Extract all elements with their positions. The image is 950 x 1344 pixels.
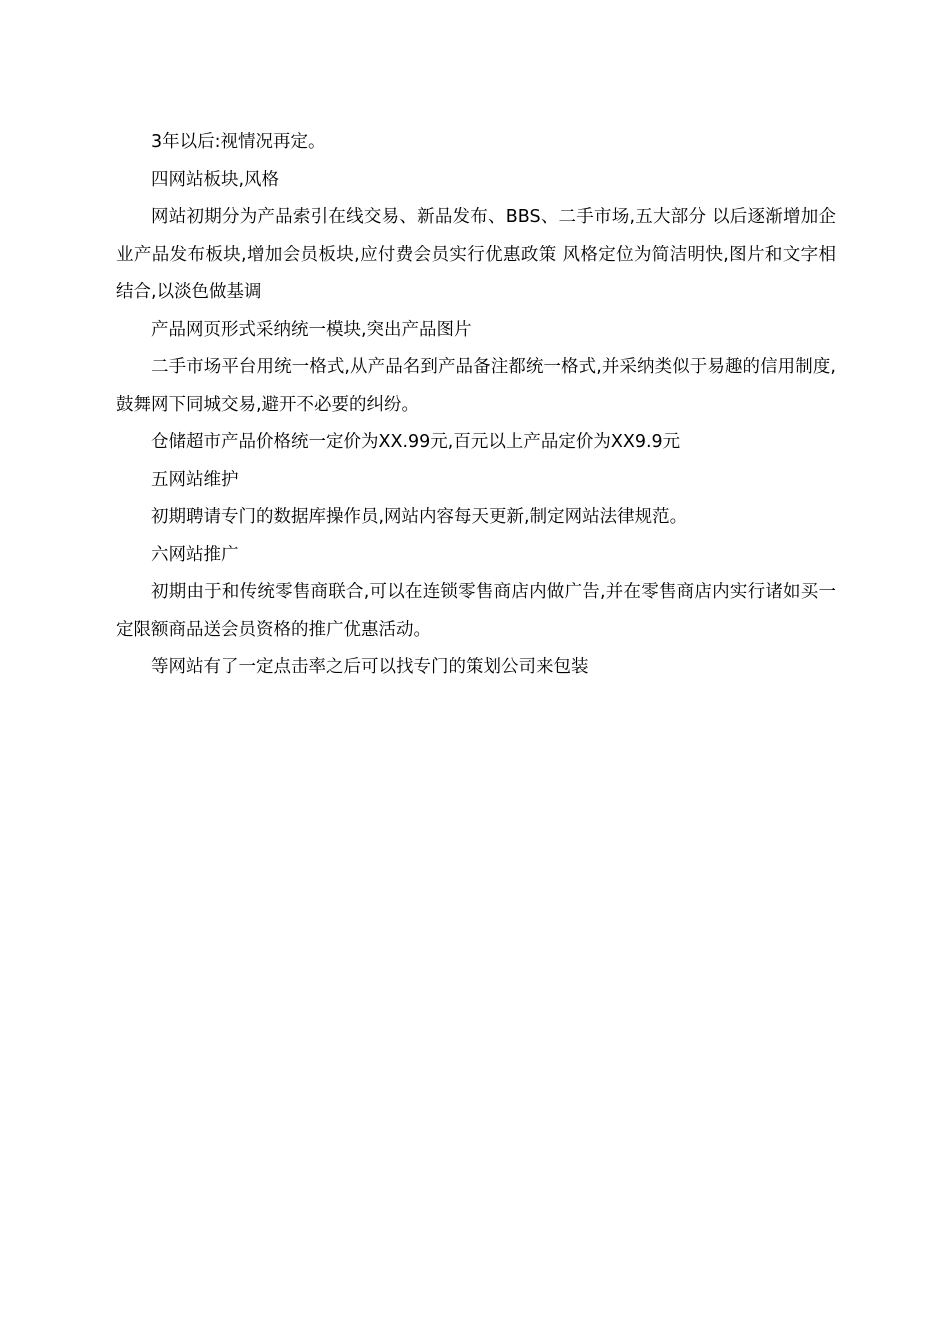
heading-section-five: 五网站维护 xyxy=(151,469,239,490)
paragraph-pricing: 仓储超市产品价格统一定价为XX.99元,百元以上产品定价为XX9.9元 xyxy=(151,432,681,452)
heading-section-six: 六网站推广 xyxy=(151,544,239,565)
paragraph-packaging: 等网站有了一定点击率之后可以找专门的策划公司来包装 xyxy=(151,657,589,677)
document-body xyxy=(116,124,836,687)
paragraph-second-hand: 二手市场平台用统一格式,从产品名到产品备注都统一格式,并采纳类似于易趣的信用制度,鼓舞网下同城交易,避开不必要的纠纷。 xyxy=(116,357,836,415)
paragraph-site-sections: 网站初期分为产品索引在线交易、新品发布、BBS、二手市场,五大部分 以后逐渐增加企业产品发布板块,增加会员板块,应付费会员实行优惠政策 风格定位为简洁明快,图片和文字相结合,以淡色做基调 xyxy=(116,207,836,302)
paragraph-product-page: 产品网页形式采纳统一模块,突出产品图片 xyxy=(151,319,472,340)
paragraph-maintenance: 初期聘请专门的数据库操作员,网站内容每天更新,制定网站法律规范。 xyxy=(151,507,688,527)
paragraph-promotion: 初期由于和传统零售商联合,可以在连锁零售商店内做广告,并在零售商店内实行诸如买一定限额商品送会员资格的推广优惠活动。 xyxy=(116,582,836,640)
paragraph-phase-three: 3年以后:视情况再定。 xyxy=(151,132,326,152)
heading-section-four: 四网站板块,风格 xyxy=(151,169,280,190)
